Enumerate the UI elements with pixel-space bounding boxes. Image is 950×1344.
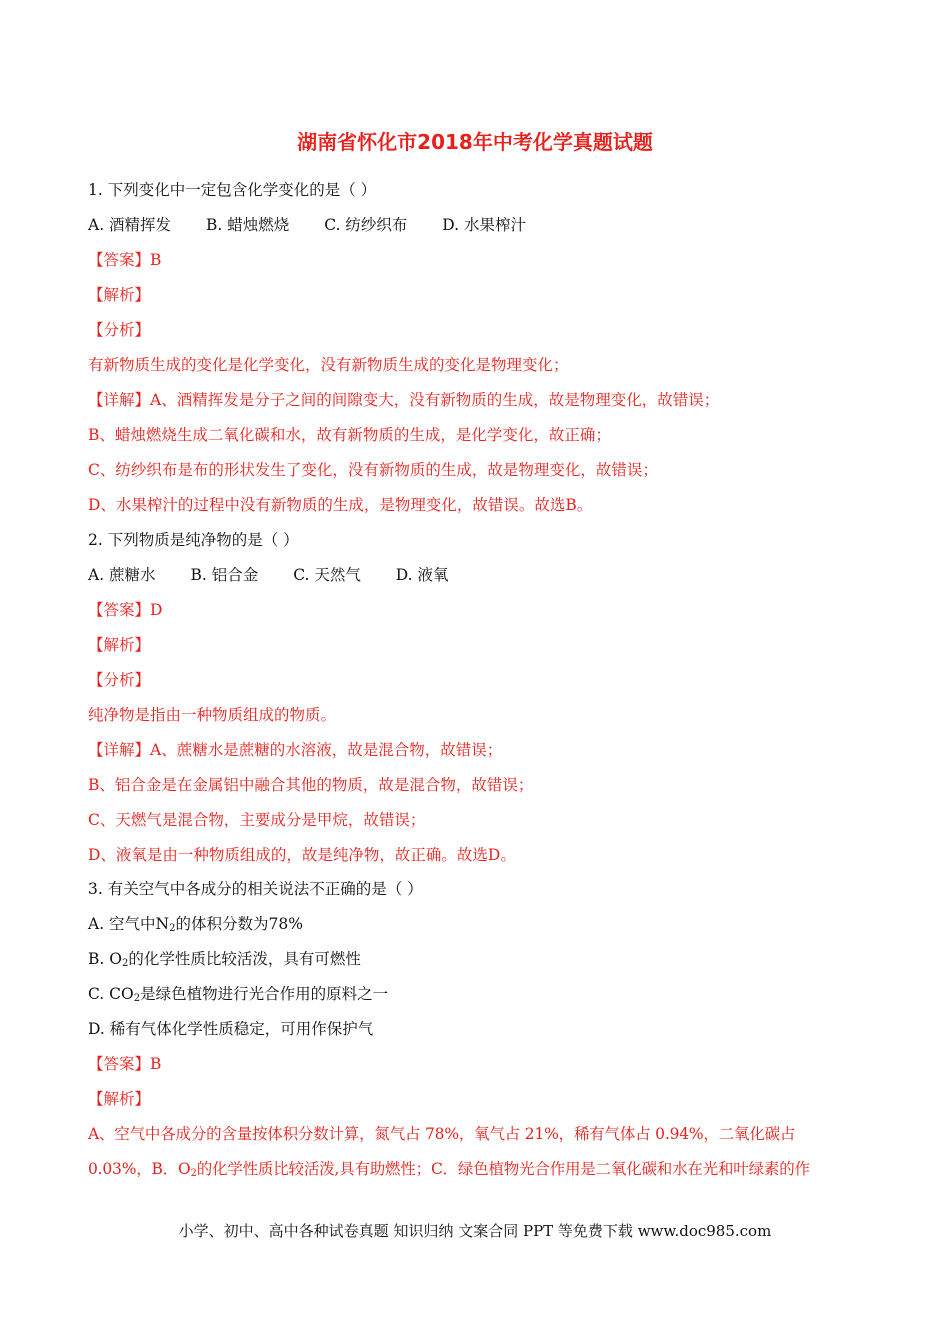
explanation-label: 【解析】 [88,286,151,304]
option-a: A. 蔗糖水 [88,566,156,584]
explanation-label: 【解析】 [88,636,151,654]
question-3-option-b [88,949,870,974]
question-3-option-a [88,914,870,939]
analysis-text: 有新物质生成的变化是化学变化，没有新物质生成的变化是物理变化； [88,356,569,374]
subscript: 2 [190,1168,197,1179]
option-b: B. 蜡烛燃烧 [206,216,290,234]
detail-line: D、液氧是由一种物质组成的，故是纯净物，故正确。故选D。 [88,846,516,864]
page-title: 湖南省怀化市2018年中考化学真题试题 [297,130,653,154]
explanation-fragment-rest: 的化学性质比较活泼,具有助燃性；C．绿色植物光合作用是二氧化碳和水在光和叶绿素的作 [196,1160,810,1178]
detail-line: C、天燃气是混合物，主要成分是甲烷，故错误； [88,811,426,829]
detail-line: C、纺纱织布是布的形状发生了变化，没有新物质的生成，故是物理变化，故错误； [88,461,658,479]
option-d: D. 水果榨汁 [442,216,527,234]
question-1-stem: 1. 下列变化中一定包含化学变化的是（ ） [88,181,377,199]
question-1-options [88,215,870,235]
analysis-label: 【分析】 [88,671,151,689]
option-a-text-rest: 的体积分数为78% [175,915,303,933]
subscript: 2 [121,958,129,969]
subscript: 2 [169,923,176,934]
option-b-text-rest: 的化学性质比较活泼，具有可燃性 [128,950,361,968]
answer-label: 【答案】B [88,251,162,269]
analysis-text: 纯净物是指由一种物质组成的物质。 [88,706,337,724]
explanation-text-2 [88,1159,870,1184]
question-3-stem: 3. 有关空气中各成分的相关说法不正确的是（ ） [88,880,423,898]
detail-line: D、水果榨汁的过程中没有新物质的生成，是物理变化，故错误。故选B。 [88,496,593,514]
detail-line: 【详解】A、蔗糖水是蔗糖的水溶液，故是混合物，故错误； [88,741,503,759]
option-c-text: C. CO [88,985,134,1003]
detail-line: B、蜡烛燃烧生成二氧化碳和水，故有新物质的生成，是化学变化，故正确； [88,426,611,444]
detail-line: B、铝合金是在金属铝中融合其他的物质，故是混合物，故错误； [88,776,534,794]
answer-label: 【答案】D [88,601,163,619]
subscript: 2 [133,993,141,1004]
question-2-options [88,565,870,585]
answer-label: 【答案】B [88,1055,162,1073]
explanation-text: A、空气中各成分的含量按体积分数计算，氮气占 78%，氧气占 21%，稀有气体占 0.94%，二氧化碳占 [88,1125,796,1143]
option-d: D. 液氧 [395,566,449,584]
question-2-stem: 2. 下列物质是纯净物的是（ ） [88,531,299,549]
option-a: A. 酒精挥发 [88,216,172,234]
detail-line: 【详解】A、酒精挥发是分子之间的间隙变大，没有新物质的生成，故是物理变化，故错误； [88,391,720,409]
option-b: B. 铝合金 [190,566,259,584]
explanation-label: 【解析】 [88,1090,151,1108]
question-3-option-d: D. 稀有气体化学性质稳定，可用作保护气 [88,1020,374,1038]
question-3-option-c [88,984,870,1009]
option-c-text-rest: 是绿色植物进行光合作用的原料之一 [140,985,389,1003]
page-footer: 小学、初中、高中各种试卷真题 知识归纳 文案合同 PPT 等免费下载 www.doc985.com [178,1222,772,1240]
explanation-fragment: 0.03%，B．O [88,1160,191,1178]
option-a-text: A. 空气中N [88,915,170,933]
option-b-text: B. O [88,950,122,968]
option-c: C. 天然气 [293,566,361,584]
analysis-label: 【分析】 [88,321,151,339]
option-c: C. 纺纱织布 [324,216,408,234]
